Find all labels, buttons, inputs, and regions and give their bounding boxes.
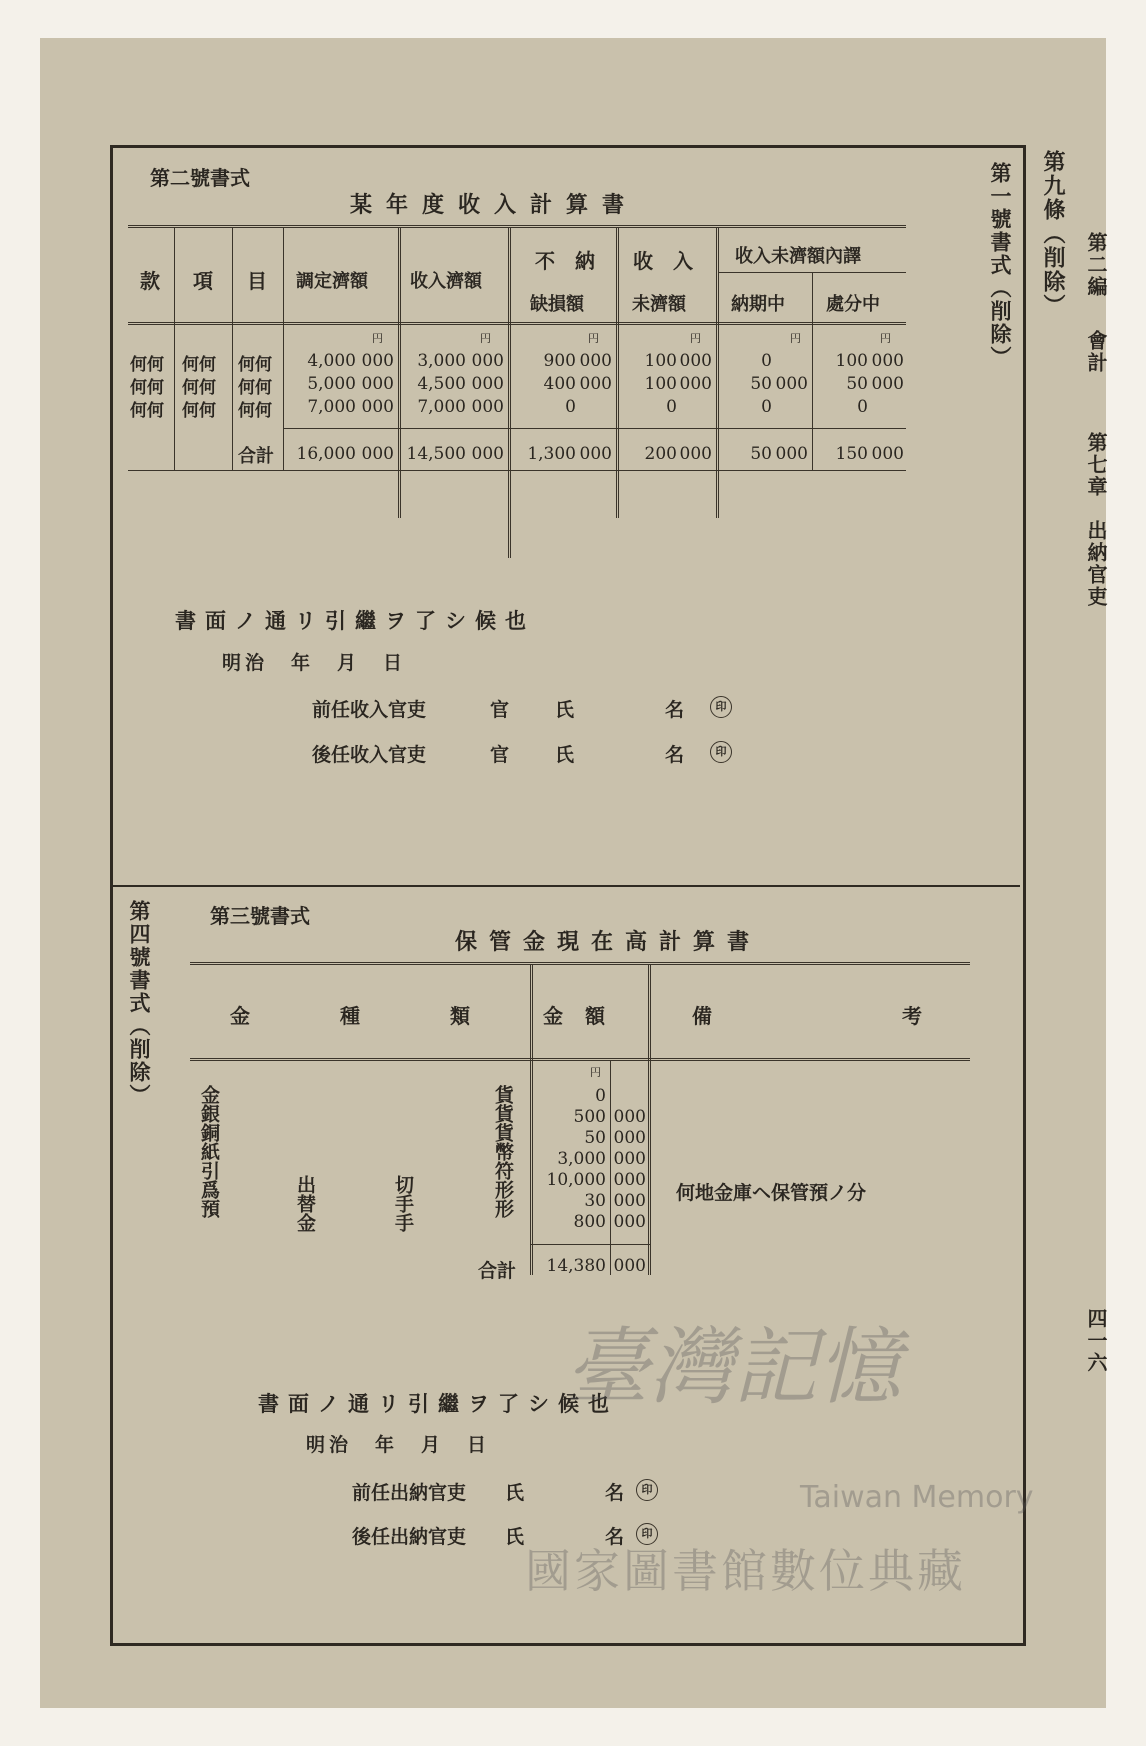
cell-shobun: 0 bbox=[857, 397, 868, 417]
sig-role: 前任收入官吏 bbox=[312, 699, 427, 721]
form2-title: 某年度收入計算書 bbox=[350, 192, 639, 218]
cell-mi: 0 bbox=[666, 397, 677, 417]
amount-value: 30 bbox=[584, 1191, 606, 1211]
unit-yen: 円 bbox=[880, 332, 891, 345]
header-note: 備考 bbox=[692, 1004, 1112, 1028]
cell-kan: 何何 bbox=[130, 355, 164, 375]
header-mi-top: 收入 bbox=[633, 249, 713, 273]
cell-mi-sen: 000 bbox=[679, 351, 712, 371]
cell-nouki: 0 bbox=[761, 351, 772, 371]
form2-date: 明治 年 月 日 bbox=[222, 652, 407, 674]
header-kind: 金種類 bbox=[230, 1004, 560, 1028]
cell-mi: 100 bbox=[644, 374, 677, 394]
chapter-heading: 第七章 bbox=[1084, 432, 1108, 498]
header-chotei: 調定濟額 bbox=[296, 271, 368, 292]
total-shunyu: 14,500 bbox=[406, 444, 466, 464]
sig-mei: 名 bbox=[665, 744, 685, 766]
form3-closing: 書面ノ通リ引繼ヲ了シ候也 bbox=[258, 1391, 618, 1416]
kind-column-2: 出替金 bbox=[294, 1175, 316, 1232]
cell-chotei: 5,000 bbox=[307, 374, 356, 394]
cell-funo-sen: 000 bbox=[579, 374, 612, 394]
amount-sen: 000 bbox=[613, 1191, 646, 1211]
sig-shi: 氏 bbox=[555, 744, 575, 766]
form3-rule-head bbox=[190, 1058, 970, 1061]
sig-shi: 氏 bbox=[555, 699, 575, 721]
header-shunyu: 收入濟額 bbox=[410, 271, 482, 292]
cell-moku: 何何 bbox=[238, 378, 272, 398]
sig-role: 後任出納官吏 bbox=[352, 1526, 467, 1548]
col-line bbox=[610, 1060, 611, 1275]
col-line bbox=[508, 228, 511, 558]
sig-kan: 官 bbox=[490, 744, 510, 766]
watermark-logo-text: 臺灣記憶 bbox=[565, 1318, 902, 1416]
amount-value: 0 bbox=[595, 1086, 606, 1106]
header-moku: 目 bbox=[247, 269, 267, 293]
form2-rule-head bbox=[128, 322, 906, 325]
cell-chotei-sen: 000 bbox=[361, 351, 394, 371]
header-kan: 款 bbox=[140, 269, 160, 293]
part-heading: 第二編 bbox=[1084, 232, 1108, 298]
form2-closing: 書面ノ通リ引繼ヲ了シ候也 bbox=[175, 608, 535, 633]
unit-yen: 円 bbox=[372, 332, 383, 345]
cell-shunyu: 4,500 bbox=[417, 374, 466, 394]
amount-sen: 000 bbox=[613, 1212, 646, 1232]
total-funo: 1,300 bbox=[527, 444, 576, 464]
cell-funo: 400 bbox=[543, 374, 576, 394]
form3-label: 第三號書式 bbox=[210, 904, 310, 928]
form3-rule-top bbox=[190, 962, 970, 965]
cell-nouki: 50 bbox=[750, 374, 772, 394]
amount-value: 50 bbox=[584, 1128, 606, 1148]
sig-mei: 名 bbox=[605, 1482, 625, 1504]
total-shunyu-sen: 000 bbox=[471, 444, 504, 464]
kind-column-1: 金銀銅紙引爲預 bbox=[198, 1085, 220, 1218]
cell-nouki: 0 bbox=[761, 397, 772, 417]
amount-value: 500 bbox=[573, 1107, 606, 1127]
amount-value: 3,000 bbox=[557, 1149, 606, 1169]
seal-icon: 印 bbox=[636, 1523, 658, 1545]
cell-chotei-sen: 000 bbox=[361, 374, 394, 394]
cell-mi: 100 bbox=[644, 351, 677, 371]
col-line bbox=[398, 228, 401, 518]
header-funo-bottom: 缺損額 bbox=[530, 294, 584, 315]
total-funo-sen: 000 bbox=[579, 444, 612, 464]
seal-icon: 印 bbox=[710, 741, 732, 763]
total-nouki-sen: 000 bbox=[775, 444, 808, 464]
col-line bbox=[716, 228, 719, 518]
amount-sen: 000 bbox=[613, 1170, 646, 1190]
col-line bbox=[648, 965, 651, 1275]
kind-column-4: 貨貨貨幣符形形 bbox=[492, 1085, 514, 1218]
col-line bbox=[616, 228, 619, 518]
cell-shunyu-sen: 000 bbox=[471, 351, 504, 371]
sig-role: 前任出納官吏 bbox=[352, 1482, 467, 1504]
form2-rule-bottom bbox=[128, 470, 906, 471]
amount-sen: 000 bbox=[613, 1149, 646, 1169]
col-line bbox=[812, 272, 813, 470]
total-label: 合計 bbox=[238, 446, 274, 467]
cell-kan: 何何 bbox=[130, 401, 164, 421]
cell-funo: 0 bbox=[565, 397, 576, 417]
cell-chotei: 7,000 bbox=[307, 397, 356, 417]
form4-label: 第四號書式（削除） bbox=[127, 900, 152, 1107]
seal-icon: 印 bbox=[710, 696, 732, 718]
total-mi-sen: 000 bbox=[679, 444, 712, 464]
form3-total-label: 合計 bbox=[478, 1260, 517, 1282]
header-funo-top: 不納 bbox=[535, 249, 615, 273]
unit-yen: 円 bbox=[590, 1066, 601, 1079]
form3-total-sen: 000 bbox=[613, 1256, 646, 1276]
page-number: 四一六 bbox=[1084, 1308, 1108, 1374]
chapter-title: 出納官吏 bbox=[1084, 520, 1108, 608]
cell-chotei: 4,000 bbox=[307, 351, 356, 371]
total-shobun: 150 bbox=[835, 444, 868, 464]
form1-label: 第一號書式（削除） bbox=[988, 162, 1013, 369]
amount-sen: 000 bbox=[613, 1128, 646, 1148]
cell-shobun-sen: 000 bbox=[871, 351, 904, 371]
watermark-english: Taiwan Memory bbox=[800, 1480, 1034, 1515]
sig-kan: 官 bbox=[490, 699, 510, 721]
header-amount: 金額 bbox=[543, 1004, 627, 1028]
cell-shunyu-sen: 000 bbox=[471, 397, 504, 417]
total-nouki: 50 bbox=[750, 444, 772, 464]
form3-date: 明治 年 月 日 bbox=[306, 1434, 491, 1456]
cell-kou: 何何 bbox=[182, 401, 216, 421]
amount-value: 800 bbox=[573, 1212, 606, 1232]
form3-rule-total bbox=[530, 1244, 650, 1245]
header-nouki: 納期中 bbox=[731, 294, 785, 315]
col-line bbox=[283, 228, 284, 470]
total-chotei: 16,000 bbox=[296, 444, 356, 464]
cell-shunyu: 7,000 bbox=[417, 397, 466, 417]
cell-funo: 900 bbox=[543, 351, 576, 371]
cell-shunyu: 3,000 bbox=[417, 351, 466, 371]
seal-icon: 印 bbox=[636, 1479, 658, 1501]
total-chotei-sen: 000 bbox=[361, 444, 394, 464]
cell-funo-sen: 000 bbox=[579, 351, 612, 371]
cell-kou: 何何 bbox=[182, 378, 216, 398]
cell-shobun: 100 bbox=[835, 351, 868, 371]
cell-moku: 何何 bbox=[238, 355, 272, 375]
sig-shi: 氏 bbox=[505, 1526, 525, 1548]
cell-mi-sen: 000 bbox=[679, 374, 712, 394]
unit-yen: 円 bbox=[790, 332, 801, 345]
unit-yen: 円 bbox=[690, 332, 701, 345]
cell-shobun: 50 bbox=[846, 374, 868, 394]
cell-kou: 何何 bbox=[182, 355, 216, 375]
cell-chotei-sen: 000 bbox=[361, 397, 394, 417]
header-mi-bottom: 未濟額 bbox=[632, 294, 686, 315]
header-shobun: 處分中 bbox=[826, 294, 880, 315]
cell-nouki-sen: 000 bbox=[775, 374, 808, 394]
cell-moku: 何何 bbox=[238, 401, 272, 421]
form2-label: 第二號書式 bbox=[150, 166, 250, 190]
header-kou: 項 bbox=[193, 269, 213, 293]
col-line bbox=[232, 228, 233, 470]
kind-column-3: 切手手 bbox=[392, 1175, 414, 1232]
form2-rule-top bbox=[128, 225, 906, 228]
form3-total: 14,380 bbox=[546, 1256, 606, 1276]
unit-yen: 円 bbox=[480, 332, 491, 345]
amount-value: 10,000 bbox=[546, 1170, 606, 1190]
amount-sen: 000 bbox=[613, 1107, 646, 1127]
col-line bbox=[174, 228, 175, 470]
cell-kan: 何何 bbox=[130, 378, 164, 398]
section-divider bbox=[112, 885, 1020, 887]
cell-shobun-sen: 000 bbox=[871, 374, 904, 394]
sig-role: 後任收入官吏 bbox=[312, 744, 427, 766]
subject-heading: 會計 bbox=[1084, 330, 1108, 374]
sig-shi: 氏 bbox=[505, 1482, 525, 1504]
form3-note: 何地金庫ヘ保管預ノ分 bbox=[676, 1182, 867, 1204]
header-group: 收入未濟額內譯 bbox=[735, 246, 861, 267]
total-mi: 200 bbox=[644, 444, 677, 464]
article9-text: 第九條（削除） bbox=[1040, 150, 1066, 318]
sig-mei: 名 bbox=[605, 1526, 625, 1548]
total-shobun-sen: 000 bbox=[871, 444, 904, 464]
cell-shunyu-sen: 000 bbox=[471, 374, 504, 394]
sig-mei: 名 bbox=[665, 699, 685, 721]
form3-title: 保管金現在高計算書 bbox=[455, 929, 762, 955]
watermark-library: 國家圖書館數位典藏 bbox=[525, 1544, 966, 1598]
unit-yen: 円 bbox=[588, 332, 599, 345]
